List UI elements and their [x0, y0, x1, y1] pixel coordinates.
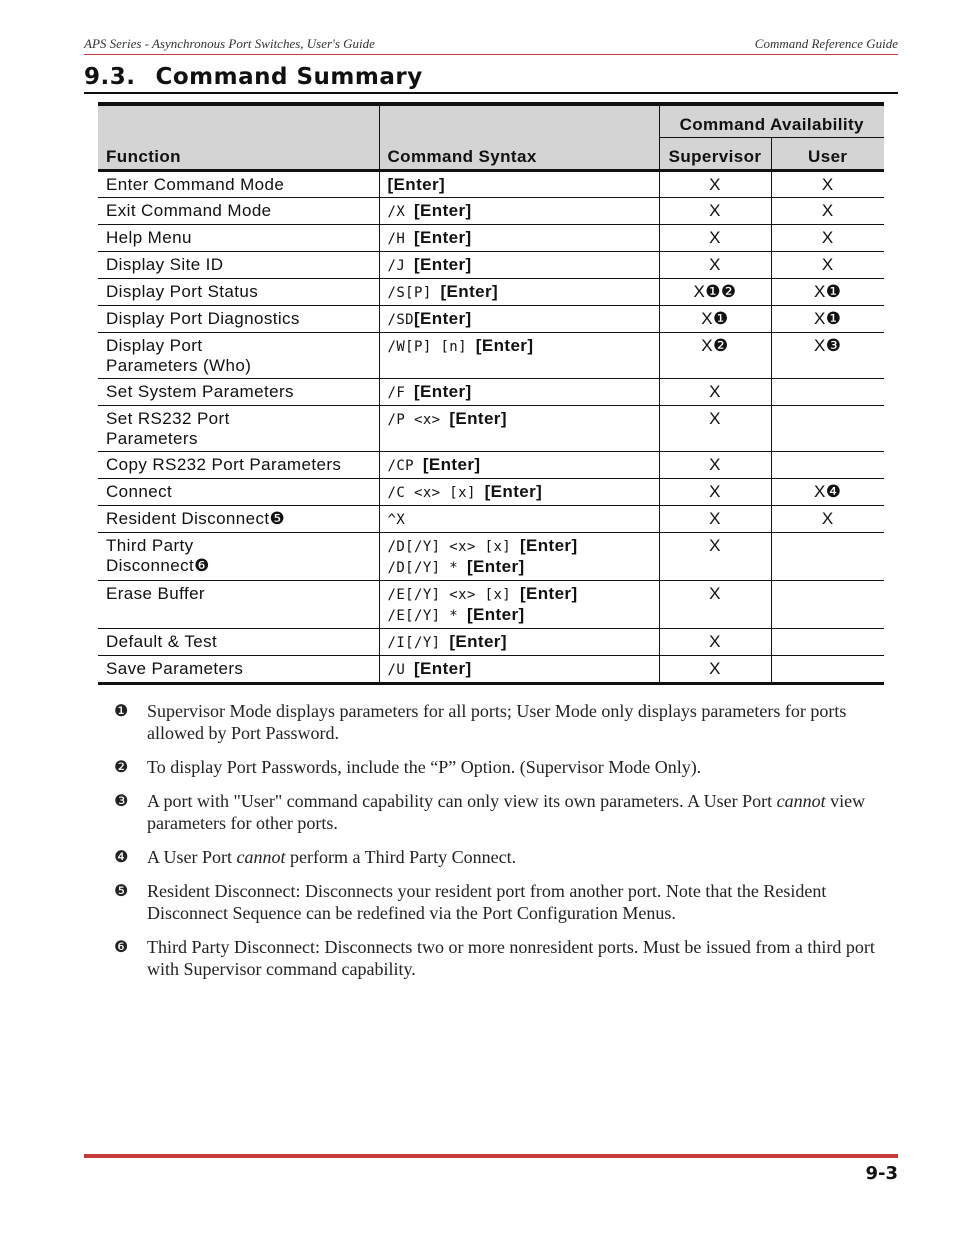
enter-key: [Enter]: [519, 536, 578, 555]
supervisor-availability: X: [659, 656, 771, 684]
syntax-line: [388, 536, 651, 557]
enter-key: [Enter]: [422, 455, 481, 474]
command-code: /F: [387, 385, 414, 401]
function-line: Help Menu: [106, 228, 192, 247]
command-code: /P <x>: [387, 412, 450, 428]
syntax-line: [388, 455, 651, 476]
syntax-line: [388, 255, 651, 276]
header-chapter-title: Command Reference Guide: [754, 36, 898, 51]
footnote: [114, 846, 884, 868]
syntax-cell: [379, 252, 659, 279]
section-title-text: Command Summary: [155, 64, 423, 90]
footnote-text: [147, 846, 884, 868]
emphasis-text: cannot: [236, 847, 286, 867]
supervisor-availability: X❶❷: [659, 279, 771, 306]
header-command-syntax: Command Syntax: [379, 104, 659, 171]
enter-key: [Enter]: [484, 482, 543, 501]
enter-key: [Enter]: [414, 659, 472, 678]
user-availability: X❹: [771, 479, 884, 506]
supervisor-availability: X: [659, 533, 771, 581]
enter-key: [Enter]: [466, 557, 525, 576]
function-line: Set RS232 Port: [106, 409, 230, 428]
syntax-line: [388, 557, 651, 578]
function-cell: [98, 252, 379, 279]
table-row: [98, 452, 884, 479]
footnote: [114, 756, 884, 778]
syntax-line: [388, 632, 651, 653]
supervisor-availability: X: [659, 506, 771, 533]
supervisor-availability: X: [659, 581, 771, 629]
footnote-text: [147, 936, 884, 980]
syntax-cell: [379, 656, 659, 684]
footnote-text-part: Resident Disconnect: Disconnects your resident port from another port. Note that the Resident Disconnect Sequence can be redefined via the Port Configuration Menus.: [147, 881, 827, 923]
enter-key: [Enter]: [519, 584, 578, 603]
function-cell: [98, 171, 379, 198]
function-line: Parameters: [106, 429, 198, 448]
footnote-marker: ❺: [114, 881, 129, 900]
command-code: /W[P] [n]: [387, 339, 476, 355]
function-cell: [98, 506, 379, 533]
table-row: [98, 479, 884, 506]
syntax-cell: [379, 506, 659, 533]
syntax-line: [388, 409, 651, 430]
supervisor-availability: X: [659, 379, 771, 406]
enter-key: [Enter]: [414, 309, 472, 328]
syntax-cell: [379, 225, 659, 252]
supervisor-availability: X❶: [659, 306, 771, 333]
table-row: [98, 533, 884, 581]
table-row: [98, 252, 884, 279]
function-line: Connect: [106, 482, 173, 501]
table-row: [98, 629, 884, 656]
emphasis-text: cannot: [776, 791, 826, 811]
footnote-text-part: To display Port Passwords, include the “P” Option. (Supervisor Mode Only).: [147, 757, 702, 777]
syntax-line: [388, 336, 651, 357]
enter-key: [Enter]: [449, 632, 507, 651]
function-cell: [98, 629, 379, 656]
table-row: [98, 506, 884, 533]
function-line: Parameters (Who): [106, 356, 252, 375]
function-cell: [98, 581, 379, 629]
supervisor-availability: X: [659, 252, 771, 279]
user-availability: X❶: [771, 279, 884, 306]
syntax-cell: [379, 171, 659, 198]
user-availability: X❸: [771, 333, 884, 379]
function-cell: [98, 198, 379, 225]
user-availability: X: [771, 198, 884, 225]
supervisor-availability: X❷: [659, 333, 771, 379]
footnote: [114, 700, 884, 744]
user-availability: [771, 533, 884, 581]
function-cell: [98, 452, 379, 479]
syntax-cell: [379, 198, 659, 225]
footnote-text: [147, 756, 884, 778]
syntax-cell: [379, 452, 659, 479]
header-function: Function: [98, 104, 379, 171]
supervisor-availability: X: [659, 406, 771, 452]
function-cell: [98, 225, 379, 252]
footnote-text-part: Third Party Disconnect: Disconnects two or more nonresident ports. Must be issued from a third port with Supervisor command capability.: [147, 937, 875, 979]
syntax-line: [388, 201, 651, 222]
section-number: 9.3.: [84, 64, 136, 90]
section-title: [84, 64, 898, 94]
function-cell: [98, 279, 379, 306]
user-availability: X❶: [771, 306, 884, 333]
function-line: Display Port: [106, 336, 203, 355]
footnote-text: [147, 700, 884, 744]
enter-key: [Enter]: [449, 409, 507, 428]
command-code: /U: [387, 662, 414, 678]
function-cell: [98, 379, 379, 406]
command-code: /I[/Y]: [387, 635, 450, 651]
footnote-marker: ❹: [114, 847, 129, 866]
page-number: 9-3: [865, 1163, 898, 1184]
header-supervisor: Supervisor: [659, 138, 771, 171]
command-code: /S[P]: [387, 285, 441, 301]
table-row: [98, 225, 884, 252]
enter-key: [Enter]: [466, 605, 525, 624]
function-cell: [98, 533, 379, 581]
footnote-text-part: view parameters for other ports.: [147, 791, 866, 833]
command-code: /J: [387, 258, 414, 274]
command-code: /C <x> [x]: [387, 485, 485, 501]
syntax-cell: [379, 306, 659, 333]
enter-key: [Enter]: [475, 336, 534, 355]
footnote: [114, 790, 884, 834]
function-line: Display Site ID: [106, 255, 224, 274]
footnote-marker: ❷: [114, 757, 129, 776]
syntax-line: [388, 482, 651, 503]
footnote-text-part: A User Port: [147, 847, 237, 867]
function-cell: [98, 333, 379, 379]
header-user: User: [771, 138, 884, 171]
function-line: Erase Buffer: [106, 584, 205, 603]
function-cell: [98, 406, 379, 452]
enter-key: [Enter]: [414, 255, 472, 274]
enter-key: [Enter]: [414, 201, 472, 220]
syntax-line: [388, 309, 651, 330]
user-availability: [771, 656, 884, 684]
table-row: [98, 333, 884, 379]
function-line: Display Port Status: [106, 282, 259, 301]
syntax-cell: [379, 533, 659, 581]
table-row: [98, 581, 884, 629]
footnote: [114, 936, 884, 980]
table-row: [98, 171, 884, 198]
supervisor-availability: X: [659, 452, 771, 479]
syntax-line: [388, 282, 651, 303]
syntax-cell: [379, 581, 659, 629]
function-cell: [98, 306, 379, 333]
running-header: [84, 36, 898, 55]
function-line: Resident Disconnect❺: [106, 509, 286, 528]
supervisor-availability: X: [659, 198, 771, 225]
footnote-marker: ❻: [114, 937, 129, 956]
supervisor-availability: X: [659, 171, 771, 198]
syntax-line: [388, 509, 651, 530]
supervisor-availability: X: [659, 629, 771, 656]
syntax-line: [388, 228, 651, 249]
function-line: Third Party: [106, 536, 194, 555]
function-line: Enter Command Mode: [106, 175, 285, 194]
command-code: /X: [387, 204, 414, 220]
footnote-marker: ❶: [114, 701, 129, 720]
footnote-text-part: Supervisor Mode displays parameters for all ports; User Mode only displays parameters for ports allowed by Port Password.: [147, 701, 847, 743]
user-availability: [771, 406, 884, 452]
function-line: Copy RS232 Port Parameters: [106, 455, 342, 474]
footer-rule: [84, 1154, 898, 1158]
command-table-body: [98, 171, 884, 684]
function-line: Save Parameters: [106, 659, 244, 678]
syntax-line: [388, 382, 651, 403]
user-availability: [771, 581, 884, 629]
table-row: [98, 306, 884, 333]
footnotes: [114, 700, 884, 992]
footnote-text: [147, 790, 884, 834]
syntax-cell: [379, 379, 659, 406]
syntax-cell: [379, 479, 659, 506]
user-availability: X: [771, 171, 884, 198]
footnote-marker: ❸: [114, 791, 129, 810]
function-cell: [98, 479, 379, 506]
syntax-cell: [379, 629, 659, 656]
user-availability: X: [771, 252, 884, 279]
table-row: [98, 198, 884, 225]
syntax-cell: [379, 333, 659, 379]
table-row: [98, 406, 884, 452]
user-availability: X: [771, 506, 884, 533]
function-line: Exit Command Mode: [106, 201, 272, 220]
command-code: /H: [387, 231, 414, 247]
user-availability: [771, 379, 884, 406]
command-code: /CP: [387, 458, 423, 474]
function-line: Display Port Diagnostics: [106, 309, 300, 328]
footnote: [114, 880, 884, 924]
supervisor-availability: X: [659, 479, 771, 506]
enter-key: [Enter]: [414, 382, 472, 401]
header-document-title: APS Series - Asynchronous Port Switches, User's Guide: [84, 36, 375, 51]
footnote-text-part: A port with "User" command capability can only view its own parameters. A User Port: [147, 791, 777, 811]
user-availability: [771, 629, 884, 656]
command-code: /SD: [387, 312, 414, 328]
command-code: ^X: [387, 512, 406, 528]
user-availability: X: [771, 225, 884, 252]
user-availability: [771, 452, 884, 479]
syntax-line: [388, 605, 651, 626]
syntax-line: [388, 175, 651, 195]
table-row: [98, 379, 884, 406]
enter-key: [Enter]: [414, 228, 472, 247]
command-code: /D[/Y] <x> [x]: [387, 539, 520, 555]
command-code: /E[/Y] *: [387, 608, 467, 624]
syntax-line: [388, 659, 651, 680]
footnote-text-part: perform a Third Party Connect.: [285, 847, 517, 867]
command-code: /E[/Y] <x> [x]: [387, 587, 520, 603]
enter-key: [Enter]: [387, 175, 446, 194]
command-summary-table: [98, 102, 884, 685]
syntax-line: [388, 584, 651, 605]
command-code: /D[/Y] *: [387, 560, 467, 576]
syntax-cell: [379, 406, 659, 452]
footnote-text: [147, 880, 884, 924]
table-row: [98, 279, 884, 306]
enter-key: [Enter]: [440, 282, 499, 301]
table-row: [98, 656, 884, 684]
function-line: Set System Parameters: [106, 382, 294, 401]
function-cell: [98, 656, 379, 684]
function-line: Default & Test: [106, 632, 218, 651]
supervisor-availability: X: [659, 225, 771, 252]
header-command-availability: Command Availability: [659, 104, 884, 138]
syntax-cell: [379, 279, 659, 306]
function-line: Disconnect❻: [106, 556, 210, 575]
